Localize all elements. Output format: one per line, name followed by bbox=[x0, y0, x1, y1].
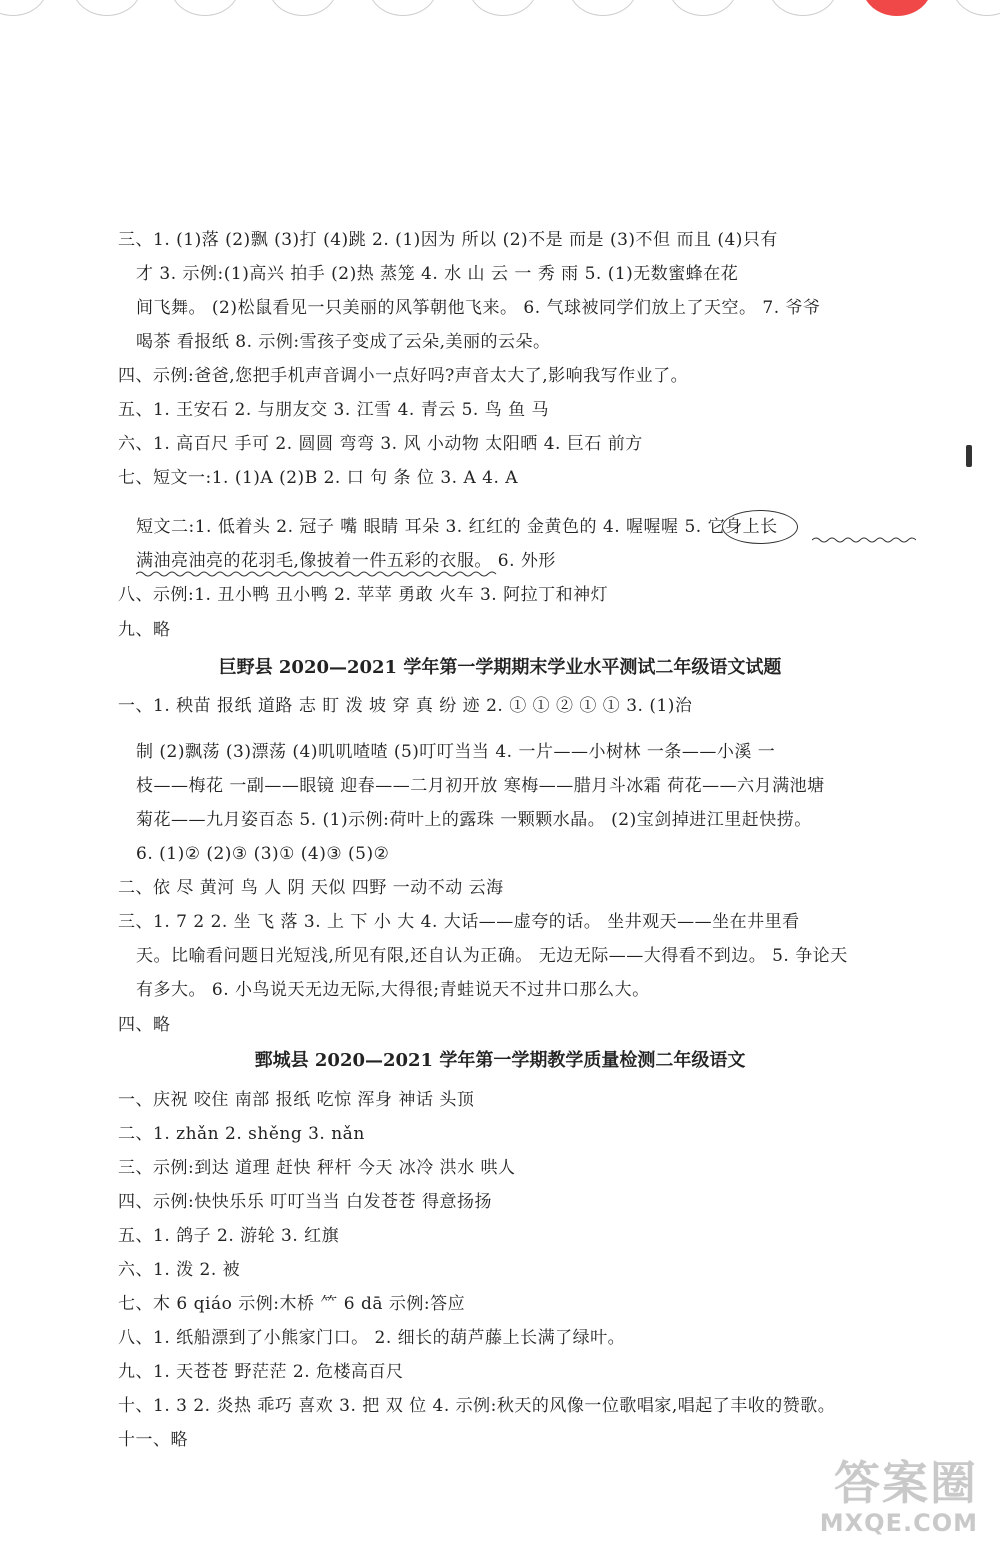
answer-line: 喝茶 看报纸 8. 示例:雪孩子变成了云朵,美丽的云朵。 bbox=[136, 332, 551, 352]
answer-line: 有多大。 6. 小鸟说天无边无际,大得很;青蛙说天不过井口那么大。 bbox=[136, 980, 650, 1000]
tab-shape[interactable] bbox=[368, 0, 438, 16]
answer-line: 制 (2)飘荡 (3)漂荡 (4)叽叽喳喳 (5)叮叮当当 4. 一片——小树林 一条——小溪 一 bbox=[136, 742, 776, 762]
answer-line: 九、略 bbox=[118, 620, 171, 640]
answer-line: 十一、略 bbox=[118, 1430, 188, 1450]
browser-tab-strip bbox=[0, 0, 1000, 22]
answer-line: 间飞舞。 (2)松鼠看见一只美丽的风筝朝他飞来。 6. 气球被同学们放上了天空。 7. 爷爷 bbox=[136, 298, 821, 318]
active-tab[interactable] bbox=[862, 0, 932, 16]
answer-line: 八、1. 纸船漂到了小熊家门口。 2. 细长的葫芦藤上长满了绿叶。 bbox=[118, 1328, 626, 1348]
answer-line: 三、示例:到达 道理 赶快 秤杆 今天 冰冷 洪水 哄人 bbox=[118, 1158, 516, 1178]
circled-answer-mark bbox=[722, 510, 798, 544]
tab-shape[interactable] bbox=[72, 0, 142, 16]
answer-line: 三、1. 7 2 2. 坐 飞 落 3. 上 下 小 大 4. 大话——虚夸的话。 坐井观天——坐在井里看 bbox=[118, 912, 800, 932]
answer-line: 五、1. 鸽子 2. 游轮 3. 红旗 bbox=[118, 1226, 340, 1246]
answer-line: 七、木 6 qiáo 示例:木桥 ⺮ 6 dā 示例:答应 bbox=[118, 1294, 466, 1314]
tab-shape[interactable] bbox=[0, 0, 48, 16]
answer-line: 天。比喻看问题日光短浅,所见有限,还自认为正确。 无边无际——大得看不到边。 5. 争论天 bbox=[136, 946, 848, 966]
answer-line: 九、1. 天苍苍 野茫茫 2. 危楼高百尺 bbox=[118, 1362, 404, 1382]
answer-line: 二、依 尽 黄河 鸟 人 阴 天似 四野 一动不动 云海 bbox=[118, 878, 504, 898]
answer-line: 六、1. 高百尺 手可 2. 圆圆 弯弯 3. 风 小动物 太阳晒 4. 巨石 前方 bbox=[118, 434, 643, 454]
answer-line: 四、示例:爸爸,您把手机声音调小一点好吗?声音太大了,影响我写作业了。 bbox=[118, 366, 689, 386]
answer-line: 十、1. 3 2. 炎热 乖巧 喜欢 3. 把 双 位 4. 示例:秋天的风像一位歌唱家,唱起了丰收的赞歌。 bbox=[118, 1396, 836, 1416]
tab-shape[interactable] bbox=[952, 0, 1000, 16]
answer-line: 一、1. 秧苗 报纸 道路 志 盯 泼 坡 穿 真 纷 迹 2. ① ① ② ① ① 3. (1)治 bbox=[118, 696, 693, 716]
site-watermark bbox=[820, 1457, 978, 1537]
tab-shape[interactable] bbox=[768, 0, 838, 16]
answer-line: 三、1. (1)落 (2)飘 (3)打 (4)跳 2. (1)因为 所以 (2)不是 而是 (3)不但 而且 (4)只有 bbox=[118, 230, 778, 250]
answer-line: 四、示例:快快乐乐 叮叮当当 白发苍苍 得意扬扬 bbox=[118, 1192, 492, 1212]
answer-line: 六、1. 泼 2. 被 bbox=[118, 1260, 241, 1280]
answer-line: 四、略 bbox=[118, 1015, 171, 1035]
answer-line: 八、示例:1. 丑小鸭 丑小鸭 2. 苹苹 勇敢 火车 3. 阿拉丁和神灯 bbox=[118, 585, 609, 605]
tab-shape[interactable] bbox=[468, 0, 538, 16]
tab-shape[interactable] bbox=[568, 0, 638, 16]
section-title: 巨野县 2020—2021 学年第一学期期末学业水平测试二年级语文试题 bbox=[218, 657, 782, 678]
answer-line: 一、庆祝 咬住 南部 报纸 吃惊 浑身 神话 头顶 bbox=[118, 1090, 475, 1110]
answer-line: 菊花——九月姿百态 5. (1)示例:荷叶上的露珠 一颗颗水晶。 (2)宝剑掉进江里赶快捞。 bbox=[136, 810, 812, 830]
wavy-underline bbox=[812, 536, 916, 544]
answer-line: 6. (1)② (2)③ (3)① (4)③ (5)② bbox=[136, 844, 390, 864]
section-title: 鄄城县 2020—2021 学年第一学期教学质量检测二年级语文 bbox=[254, 1050, 746, 1071]
answer-line: 才 3. 示例:(1)高兴 拍手 (2)热 蒸笼 4. 水 山 云 一 秀 雨 5. (1)无数蜜蜂在花 bbox=[136, 264, 739, 284]
answer-line: 枝——梅花 一副——眼镜 迎春——二月初开放 寒梅——腊月斗冰霜 荷花——六月满池塘 bbox=[136, 776, 825, 796]
wavy-underline bbox=[136, 570, 498, 578]
answer-line: 二、1. zhǎn 2. shěng 3. nǎn bbox=[118, 1124, 365, 1144]
scan-edge-mark bbox=[966, 445, 972, 467]
tab-shape[interactable] bbox=[668, 0, 738, 16]
watermark-url: MXQE.COM bbox=[819, 1509, 978, 1537]
tab-shape[interactable] bbox=[170, 0, 240, 16]
tab-shape[interactable] bbox=[268, 0, 338, 16]
watermark-logo: 答案圈 bbox=[834, 1456, 978, 1510]
answer-line: 五、1. 王安石 2. 与朋友交 3. 江雪 4. 青云 5. 鸟 鱼 马 bbox=[118, 400, 550, 420]
answer-line: 短文二:1. 低着头 2. 冠子 嘴 眼睛 耳朵 3. 红红的 金黄色的 4. 喔喔喔 5. 它身上长 bbox=[136, 517, 778, 537]
answer-line: 七、短文一:1. (1)A (2)B 2. 口 句 条 位 3. A 4. A bbox=[118, 468, 519, 488]
answer-line: 满油亮油亮的花羽毛,像披着一件五彩的衣服。 6. 外形 bbox=[136, 551, 556, 571]
